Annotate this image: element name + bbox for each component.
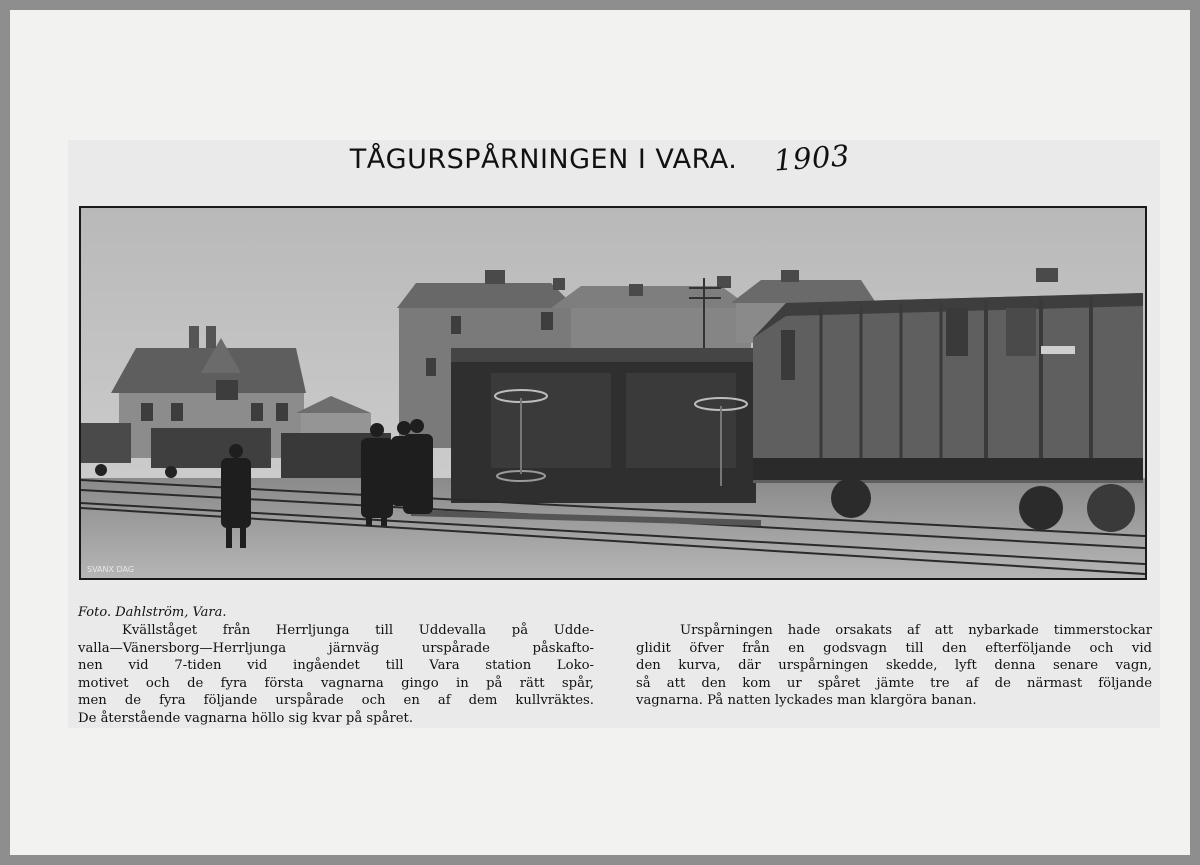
article-line: valla—Vänersborg—Herrljunga järnväg urspårade påskafto-: [78, 640, 594, 656]
engraver-mark: SVANX DAG: [87, 565, 135, 574]
article-line: Kvällståget från Herrljunga till Uddevalla på Udde-: [122, 623, 594, 638]
clipping-title: [0, 138, 1200, 178]
photo-credit: Foto. Dahlström, Vara.: [78, 605, 227, 620]
article-line: men de fyra följande urspårade och en af dem kullvräktes.: [78, 693, 594, 708]
article-column-2: [636, 622, 1152, 710]
article-line: vagnarna. På natten lyckades man klargöra banan.: [636, 693, 977, 708]
article-line: så att den kom ur spåret jämte tre af de närmast följande: [636, 675, 1152, 691]
overturned-car: [451, 348, 756, 503]
article-line: De återstående vagnarna höllo sig kvar på spåret.: [78, 710, 414, 726]
headline: TÅGURSPÅRNINGEN I VARA.: [349, 144, 738, 175]
article-line: den kurva, där urspårningen skedde, lyft denna senare vagn,: [636, 658, 1152, 673]
handwritten-year: 1903: [773, 138, 852, 178]
article-line: glidit öfver från en godsvagn till den efterföljande och vid: [636, 640, 1152, 656]
article-line: nen vid 7-tiden vid ingåendet till Vara station Loko-: [78, 658, 594, 673]
article-line: motivet och de fyra första vagnarna gingo in på rätt spår,: [78, 675, 594, 691]
derailment-photograph: [79, 206, 1147, 580]
article-column-1: [78, 622, 594, 727]
article-line: Urspårningen hade orsakats af att nybarkade timmerstockar: [680, 623, 1152, 638]
